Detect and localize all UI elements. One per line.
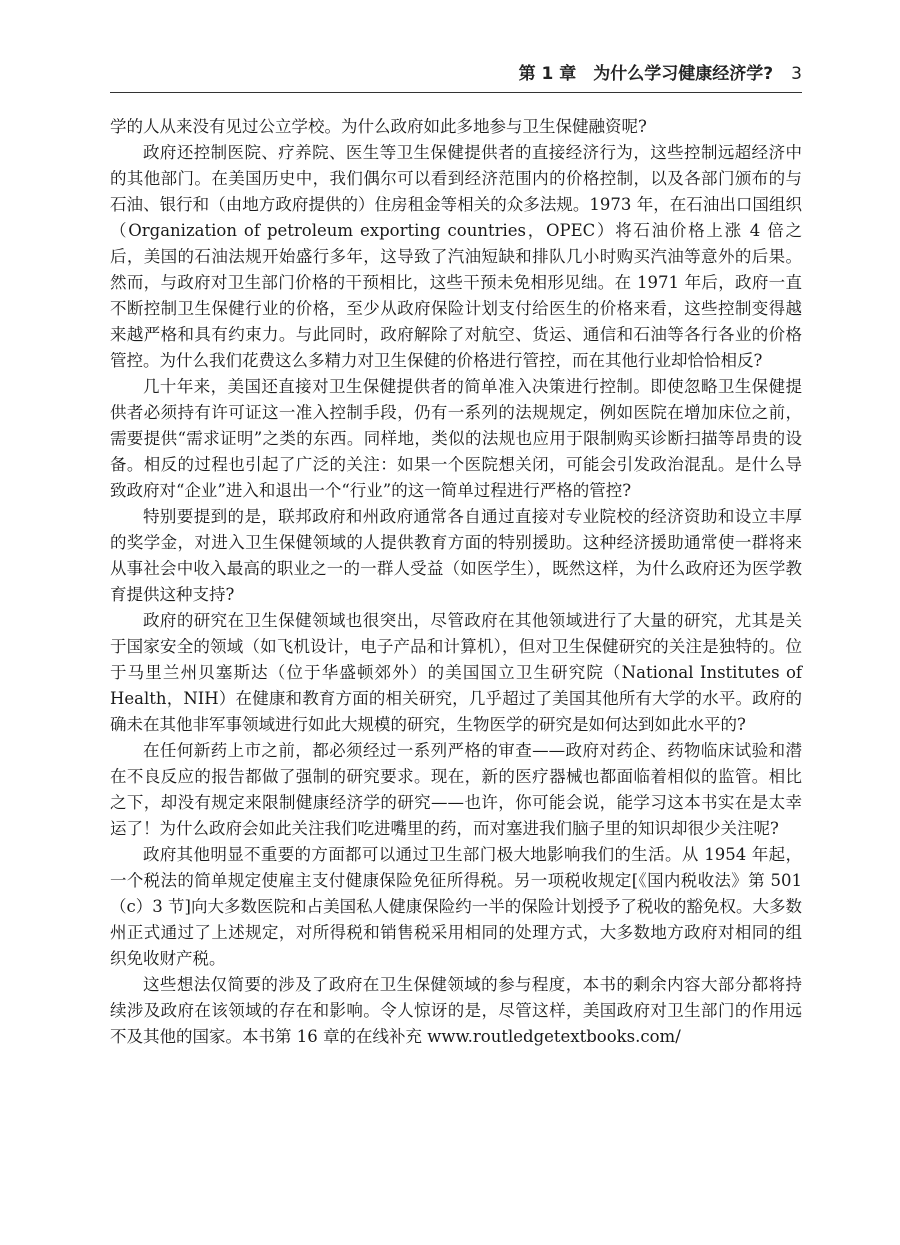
paragraph-research: 政府的研究在卫生保健领域也很突出，尽管政府在其他领域进行了大量的研究，尤其是关于国家安全的领域（如飞机设计，电子产品和计算机），但对卫生保健研究的关注是独特的。位于马里兰州贝塞斯达（位于华盛顿郊外）的美国国立卫生研究院（National Institutes of Health，NIH）在健康和教育方面的相关研究，几乎超过了美国其他所有大学的水平。政府的确未在其他非军事领域进行如此大规模的研究，生物医学的研究是如何达到如此水平的?	[110, 611, 802, 734]
paragraph-summary: 这些想法仅简要的涉及了政府在卫生保健领域的参与程度，本书的剩余内容大部分都将持续涉及政府在该领域的存在和影响。令人惊讶的是，尽管这样，美国政府对卫生部门的作用远不及其他的国家。本书第 16 章的在线补充 www.routledgetextbooks.com/	[110, 975, 802, 1046]
paragraph-continued: 学的人从来没有见过公立学校。为什么政府如此多地参与卫生保健融资呢?	[110, 117, 647, 136]
paragraph-education-aid: 特别要提到的是，联邦政府和州政府通常各自通过直接对专业院校的经济资助和设立丰厚的奖学金，对进入卫生保健领域的人提供教育方面的特别援助。这种经济援助通常使一群将来从事社会中收入最高的职业之一的一群人受益（如医学生），既然这样，为什么政府还为医学教育提供这种支持?	[110, 507, 802, 604]
paragraph-drug-regulation: 在任何新药上市之前，都必须经过一系列严格的审查——政府对药企、药物临床试验和潜在不良反应的报告都做了强制的研究要求。现在，新的医疗器械也都面临着相似的监管。相比之下，却没有规定来限制健康经济学的研究——也许，你可能会说，能学习这本书实在是太幸运了！为什么政府会如此关注我们吃进嘴里的药，而对塞进我们脑子里的知识却很少关注呢?	[110, 741, 802, 838]
paragraph-tax-rules: 政府其他明显不重要的方面都可以通过卫生部门极大地影响我们的生活。从 1954 年起，一个税法的简单规定使雇主支付健康保险免征所得税。另一项税收规定[《国内税收法》第 501（c）3 节]向大多数医院和占美国私人健康保险约一半的保险计划授予了税收的豁免权。大多数州正式通过了上述规定，对所得税和销售税采用相同的处理方式，大多数地方政府对相同的组织免收财产税。	[110, 845, 802, 968]
paragraph-price-controls: 政府还控制医院、疗养院、医生等卫生保健提供者的直接经济行为，这些控制远超经济中的其他部门。在美国历史中，我们偶尔可以看到经济范围内的价格控制，以及各部门颁布的与石油、银行和（由地方政府提供的）住房租金等相关的众多法规。1973 年，在石油出口国组织（Organization of petroleum exporting countries，OPEC）将石油价格上涨 4 倍之后，美国的石油法规开始盛行多年，这导致了汽油短缺和排队几小时购买汽油等意外的后果。然而，与政府对卫生部门价格的干预相比，这些干预未免相形见绌。在 1971 年后，政府一直不断控制卫生保健行业的价格，至少从政府保险计划支付给医生的价格来看，这些控制变得越来越严格和具有约束力。与此同时，政府解除了对航空、货运、通信和石油等各行各业的价格管控。为什么我们花费这么多精力对卫生保健的价格进行管控，而在其他行业却恰恰相反?	[110, 143, 802, 370]
page-number: 3	[791, 64, 802, 84]
paragraph-entry-control: 几十年来，美国还直接对卫生保健提供者的简单准入决策进行控制。即使忽略卫生保健提供者必须持有许可证这一准入控制手段，仍有一系列的法规规定，例如医院在增加床位之前，需要提供“需求证明”之类的东西。同样地，类似的法规也应用于限制购买诊断扫描等昂贵的设备。相反的过程也引起了广泛的关注：如果一个医院想关闭，可能会引发政治混乱。是什么导致政府对“企业”进入和退出一个“行业”的这一简单过程进行严格的管控?	[110, 377, 802, 500]
body-text	[110, 114, 802, 1050]
chapter-title: 第 1 章 为什么学习健康经济学?	[518, 64, 774, 84]
running-header	[110, 60, 802, 93]
